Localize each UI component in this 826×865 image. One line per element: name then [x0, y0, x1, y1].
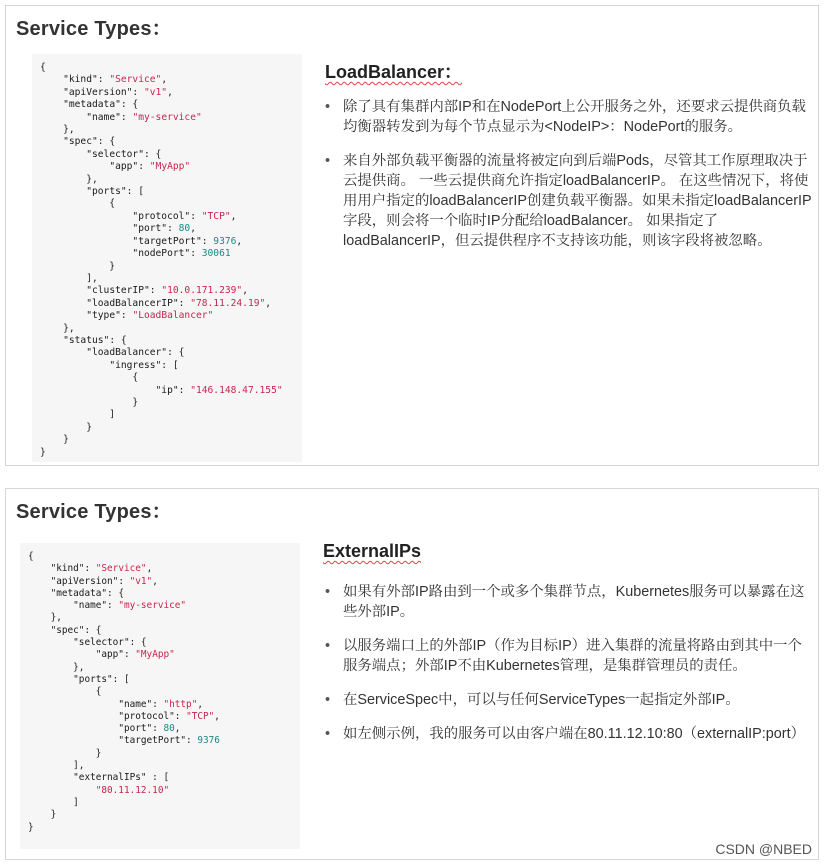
code-text: : — [123, 649, 136, 661]
code-key: "ports" — [86, 186, 127, 198]
code-sample — [20, 543, 300, 849]
code-text — [40, 285, 86, 296]
code-line — [28, 612, 300, 624]
code-key: "spec" — [50, 624, 85, 636]
code-text — [28, 772, 73, 783]
code-text — [40, 298, 86, 309]
code-text: : — [107, 600, 119, 612]
code-line — [40, 124, 302, 136]
code-key: "metadata" — [63, 99, 121, 111]
code-text: ], — [40, 272, 98, 284]
code-text — [28, 785, 96, 796]
code-text: : — [152, 723, 164, 735]
code-text: }, — [40, 322, 75, 334]
section-heading-text: ExternalIPs — [323, 541, 422, 561]
code-text: : — [118, 575, 130, 587]
code-text: , — [230, 210, 237, 222]
code-string: "80.11.12.10" — [95, 784, 170, 796]
code-line — [28, 625, 300, 637]
code-text: } — [40, 446, 46, 458]
code-string: "my-service" — [118, 600, 187, 612]
code-line — [40, 87, 302, 99]
code-text — [40, 248, 132, 259]
code-line — [40, 298, 302, 310]
code-text: { — [40, 62, 46, 73]
code-text: : — [152, 698, 164, 710]
code-text — [40, 236, 132, 247]
code-line — [28, 551, 300, 563]
code-text — [28, 699, 118, 710]
code-line — [40, 112, 302, 124]
code-string: "MyApp" — [135, 649, 175, 661]
code-string: "TCP" — [186, 710, 215, 722]
code-text — [28, 711, 118, 722]
code-key: "app" — [109, 161, 139, 173]
code-text — [40, 186, 86, 197]
code-string: "146.148.47.155" — [190, 384, 283, 396]
code-text — [40, 99, 63, 110]
code-line — [40, 261, 302, 273]
code-key: "targetPort" — [132, 235, 202, 247]
code-text: } — [40, 260, 116, 272]
code-text: ], — [28, 760, 85, 772]
code-line — [28, 735, 300, 747]
code-text: }, — [28, 661, 85, 673]
code-text — [40, 112, 86, 123]
bullet-item: • 以服务端口上的外部IP（作为目标IP）进入集群的流量将路由到其中一个服务端点；外部IP不由Kubernetes管理，是集群管理员的责任。 — [319, 636, 809, 676]
code-text — [28, 588, 51, 599]
bullet-item: • 如左侧示例，我的服务可以由客户端在80.11.12.10:80（externalIP:port） — [319, 724, 809, 744]
code-line — [40, 136, 302, 148]
code-key: "port" — [118, 723, 153, 735]
code-key: "type" — [86, 310, 121, 322]
code-text: : — [190, 210, 202, 222]
code-text: } — [28, 747, 102, 759]
code-line — [40, 211, 302, 223]
code-key: "kind" — [63, 74, 98, 86]
code-key: "apiVersion" — [50, 575, 119, 587]
code-text — [40, 223, 132, 234]
code-key: "targetPort" — [118, 735, 187, 747]
code-text: : { — [107, 587, 124, 599]
code-key: "ip" — [155, 384, 179, 396]
code-text: : [ — [161, 359, 179, 371]
code-string: "10.0.171.239" — [161, 285, 243, 297]
bullet-item: • 除了具有集群内部IP和在NodePort上公开服务之外，还要求云提供商负载均衡器转发到为每个节点显示为<NodeIP>：NodePort的服务。 — [319, 97, 814, 137]
code-text: , — [174, 723, 181, 735]
code-line — [40, 174, 302, 186]
bullet-list — [319, 97, 814, 265]
code-text — [28, 723, 118, 734]
code-line — [28, 809, 300, 821]
code-text: : — [120, 310, 133, 322]
bullet-list — [319, 582, 809, 758]
code-text — [28, 576, 51, 587]
code-key: "selector" — [73, 637, 130, 649]
code-line — [40, 248, 302, 260]
code-text: : { — [109, 334, 127, 346]
code-key: "protocol" — [132, 210, 191, 222]
code-key: "status" — [63, 334, 110, 346]
code-line — [40, 372, 302, 384]
code-text: , — [152, 575, 158, 587]
code-text — [40, 211, 132, 222]
code-string: "78.11.24.19" — [190, 297, 266, 309]
code-text — [40, 347, 86, 358]
code-line — [40, 434, 302, 446]
code-text: : — [138, 161, 150, 173]
code-text: : { — [167, 347, 185, 359]
code-text: , — [190, 223, 196, 235]
code-text: , — [167, 86, 173, 98]
code-text: { — [28, 551, 34, 562]
code-key: "kind" — [50, 563, 85, 575]
code-line — [28, 649, 300, 661]
code-line — [40, 409, 302, 421]
code-line — [28, 797, 300, 809]
code-key: "name" — [118, 698, 153, 710]
code-key: "externalIPs" — [73, 772, 147, 784]
code-text: } — [40, 396, 139, 408]
section-heading — [323, 541, 421, 562]
code-line — [40, 323, 302, 335]
code-string: "v1" — [129, 575, 153, 587]
code-key: "metadata" — [50, 587, 108, 599]
code-line — [40, 360, 302, 372]
code-text: : — [132, 86, 144, 98]
code-text — [40, 161, 109, 172]
code-text: : — [190, 248, 202, 260]
code-text: , — [146, 563, 153, 575]
code-sample — [32, 54, 302, 462]
code-text: : { — [120, 99, 139, 111]
code-line — [28, 772, 300, 784]
code-text: : { — [129, 637, 147, 649]
code-number: 80 — [163, 723, 175, 735]
code-text: } — [40, 434, 69, 446]
code-text: } — [40, 421, 92, 433]
code-key: "name" — [73, 600, 108, 612]
code-string: "MyApp" — [149, 161, 191, 173]
code-line — [40, 198, 302, 210]
code-line — [40, 99, 302, 111]
code-text: : — [201, 235, 214, 247]
code-string: "LoadBalancer" — [132, 310, 214, 322]
code-line — [40, 285, 302, 297]
code-text: : — [149, 285, 162, 297]
code-text: : [ — [126, 186, 144, 198]
code-text — [40, 136, 63, 147]
code-text: : — [178, 384, 191, 396]
code-line — [28, 588, 300, 600]
code-line — [28, 563, 300, 575]
code-line — [28, 576, 300, 588]
code-key: "selector" — [86, 148, 144, 160]
code-key: "port" — [132, 223, 168, 235]
code-string: "Service" — [109, 74, 162, 86]
code-text — [40, 360, 109, 371]
code-text — [28, 637, 73, 648]
code-key: "protocol" — [118, 710, 175, 722]
code-text: , — [214, 710, 220, 722]
code-string: "my-service" — [132, 111, 202, 123]
code-number: 9376 — [197, 735, 220, 747]
code-text: : { — [84, 624, 102, 636]
code-text: : — [178, 297, 191, 309]
code-text: : { — [97, 136, 116, 148]
code-number: 80 — [178, 223, 191, 235]
code-text: , — [161, 74, 168, 86]
code-line — [40, 397, 302, 409]
code-text: }, — [40, 173, 98, 185]
code-text: : [ — [146, 772, 170, 784]
code-text: { — [40, 372, 139, 384]
code-line — [28, 760, 300, 772]
code-text — [28, 625, 51, 636]
code-text: , — [197, 698, 204, 710]
code-text — [40, 149, 86, 160]
code-number: 30061 — [201, 248, 231, 260]
code-line — [40, 74, 302, 86]
code-text: ] — [40, 409, 116, 421]
slide-title: Service Types： — [16, 18, 172, 40]
code-text: , — [265, 297, 272, 309]
code-line — [40, 223, 302, 235]
code-key: "ports" — [73, 673, 113, 685]
code-text: { — [28, 686, 102, 698]
code-text: } — [28, 809, 57, 821]
code-text: }, — [40, 124, 75, 136]
code-line — [28, 711, 300, 723]
code-text — [40, 87, 63, 98]
code-line — [28, 723, 300, 735]
code-text: : — [84, 563, 96, 575]
code-text: : — [120, 111, 133, 123]
code-text: ] — [28, 796, 79, 808]
code-key: "ingress" — [109, 359, 162, 371]
code-line — [40, 422, 302, 434]
code-line — [40, 385, 302, 397]
code-text — [28, 649, 96, 660]
code-line — [40, 273, 302, 285]
code-string: "TCP" — [201, 210, 231, 222]
code-text: : — [167, 223, 179, 235]
code-line — [28, 637, 300, 649]
watermark: CSDN @NBED — [715, 841, 812, 857]
code-line — [40, 347, 302, 359]
code-key: "nodePort" — [132, 248, 191, 260]
code-line — [40, 310, 302, 322]
code-line — [40, 236, 302, 248]
code-text — [40, 385, 156, 396]
code-text: : — [186, 735, 198, 747]
code-text: , — [236, 235, 243, 247]
code-key: "name" — [86, 111, 121, 123]
code-text: { — [40, 198, 116, 210]
code-line — [40, 62, 302, 74]
code-line — [40, 447, 302, 459]
code-string: "Service" — [95, 563, 147, 575]
code-line — [40, 149, 302, 161]
code-text: : — [97, 74, 110, 86]
code-text — [28, 674, 73, 685]
code-line — [40, 161, 302, 173]
code-key: "app" — [95, 649, 124, 661]
slide-title: Service Types： — [16, 501, 172, 523]
code-line — [28, 822, 300, 834]
code-text — [40, 310, 86, 321]
slide-loadbalancer — [5, 5, 819, 466]
code-line — [28, 600, 300, 612]
code-line — [40, 335, 302, 347]
code-text — [40, 74, 63, 85]
bullet-item: • 如果有外部IP路由到一个或多个集群节点，Kubernetes服务可以暴露在这些外部IP。 — [319, 582, 809, 622]
code-text: : — [174, 710, 187, 722]
code-number: 9376 — [213, 235, 237, 247]
section-heading-text: LoadBalancer： — [325, 62, 463, 82]
code-line — [28, 699, 300, 711]
code-line — [28, 662, 300, 674]
code-text: : { — [143, 148, 162, 160]
code-key: "clusterIP" — [86, 285, 150, 297]
bullet-item: • 在ServiceSpec中，可以与任何ServiceTypes一起指定外部IP。 — [319, 690, 809, 710]
code-key: "loadBalancer" — [86, 347, 168, 359]
bullet-item: • 来自外部负载平衡器的流量将被定向到后端Pods，尽管其工作原理取决于云提供商。 一些云提供商允许指定loadBalancerIP。 在这些情况下，将使用用户指定的loadBalancerIP创建负载平衡器。如果未指定loadBalancerIP字段，则会将一个临时IP分配给loadBalancer。 如果指定了loadBalancerIP，但云提供程序不支持该功能，则该字段将被忽略。 — [319, 151, 814, 251]
code-text — [28, 735, 118, 746]
code-string: "v1" — [143, 86, 168, 98]
code-key: "loadBalancerIP" — [86, 297, 179, 309]
code-line — [28, 674, 300, 686]
code-line — [40, 186, 302, 198]
code-line — [28, 748, 300, 760]
code-text: }, — [28, 612, 62, 624]
code-key: "apiVersion" — [63, 86, 133, 98]
code-string: "http" — [163, 698, 198, 710]
code-text: : [ — [112, 673, 130, 685]
code-line — [28, 686, 300, 698]
code-text: } — [28, 821, 34, 833]
code-text — [40, 335, 63, 346]
section-heading — [325, 58, 462, 84]
slide-externalips — [5, 488, 819, 860]
code-text — [28, 600, 73, 611]
code-line — [28, 785, 300, 797]
code-text: , — [242, 285, 248, 297]
code-key: "spec" — [63, 136, 98, 148]
code-text — [28, 563, 51, 574]
